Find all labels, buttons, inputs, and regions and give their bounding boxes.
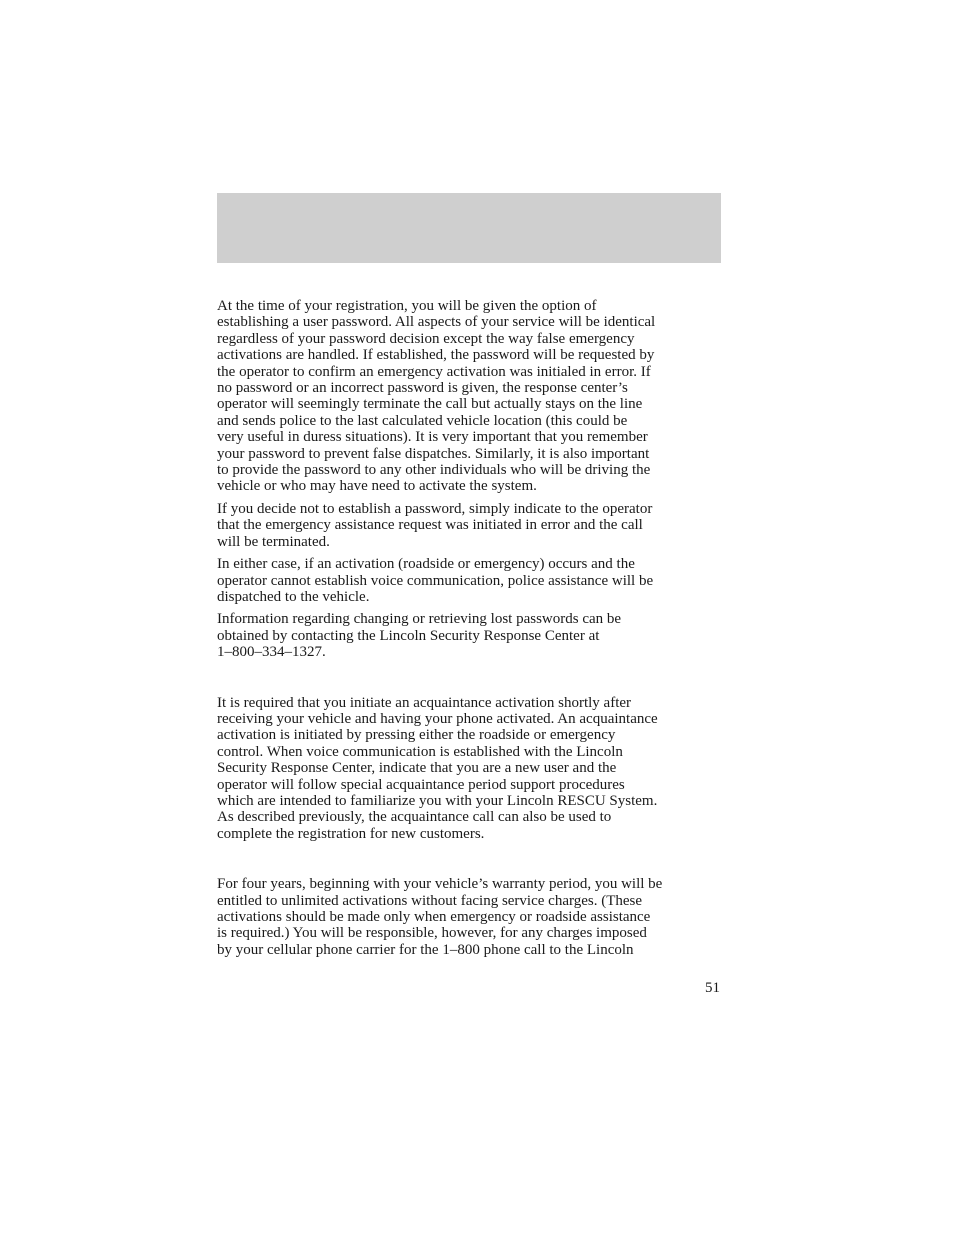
password-paragraph-2: If you decide not to establish a password, simply indicate to the operator that the emergency assistance request was initiated in error and the call will be terminated. — [217, 500, 653, 550]
password-paragraph-4: Information regarding changing or retrieving lost passwords can be obtained by contacting the Lincoln Security Response Center at 1–800–334–1327. — [217, 611, 622, 661]
activations-paragraph: For four years, beginning with your vehicle’s warranty period, you will be entitled to unlimited activations without facing service charges. (These activations should be made only when emergency or roadside assistance is required.) You will be responsible, however, for any charges imposed by your cellular phone carrier for the 1–800 phone call to the Lincoln — [217, 876, 663, 958]
password-paragraph-1: At the time of your registration, you will be given the option of establishing a user password. All aspects of your service will be identical regardless of your password decision except the way false emergency activations are handled. If established, the password will be requested by the operator to confirm an emergency activation was initialed in error. If no password or an incorrect password is given, the response center’s operator will seemingly terminate the call but actually stays on the line and sends police to the last calculated vehicle location (this could be very useful in duress situations). It is very important that you remember your password to prevent false dispatches. Similarly, it is also important to provide the password to any other individuals who will be driving the vehicle or who may have need to activate the system. — [217, 298, 656, 495]
document-body — [217, 298, 727, 964]
section-gap — [217, 667, 727, 695]
section-gap — [217, 848, 727, 876]
section-header-band — [217, 193, 721, 263]
password-paragraph-3: In either case, if an activation (roadside or emergency) occurs and the operator cannot establish voice communication, police assistance will be dispatched to the vehicle. — [217, 556, 654, 605]
page-number: 51 — [705, 980, 720, 996]
acquaintance-paragraph: It is required that you initiate an acquaintance activation shortly after receiving your vehicle and having your phone activated. An acquaintance activation is initiated by pressing either the roadside or emergency control. When voice communication is established with the Lincoln Security Response Center, indicate that you are a new user and the operator will follow special acquaintance period support procedures which are intended to familiarize you with your Lincoln RESCU System. As described previously, the acquaintance call can also be used to complete the registration for new customers. — [217, 694, 658, 842]
